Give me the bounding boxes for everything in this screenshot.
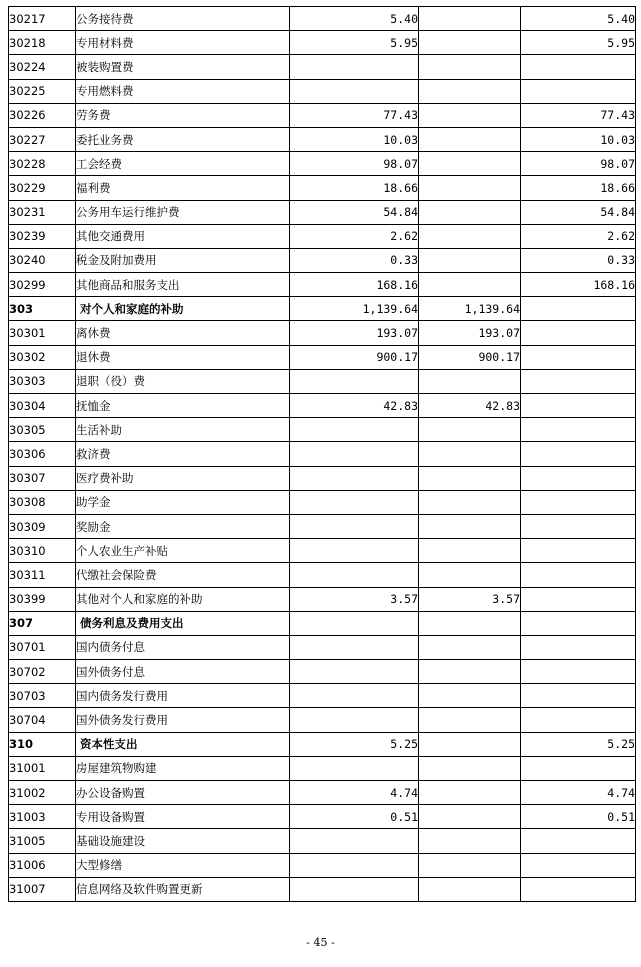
table-row <box>9 732 636 756</box>
table-row <box>9 805 636 829</box>
total-cell: 0.51 <box>290 805 419 829</box>
basic-cell <box>419 732 521 756</box>
name-cell: 债务利息及费用支出 <box>76 611 290 635</box>
project-cell <box>521 345 636 369</box>
code-cell: 30704 <box>9 708 76 732</box>
total-cell <box>290 442 419 466</box>
table-row <box>9 563 636 587</box>
name-cell: 公务接待费 <box>76 7 290 31</box>
table-row <box>9 127 636 151</box>
basic-cell <box>419 200 521 224</box>
table-row <box>9 224 636 248</box>
table-row <box>9 345 636 369</box>
name-cell: 个人农业生产补贴 <box>76 539 290 563</box>
table-row <box>9 273 636 297</box>
table-row <box>9 103 636 127</box>
total-cell: 4.74 <box>290 781 419 805</box>
code-cell: 30299 <box>9 273 76 297</box>
name-cell: 助学金 <box>76 490 290 514</box>
project-cell <box>521 394 636 418</box>
total-cell: 10.03 <box>290 127 419 151</box>
code-cell: 31007 <box>9 877 76 901</box>
basic-cell <box>419 7 521 31</box>
basic-cell <box>419 684 521 708</box>
basic-cell: 42.83 <box>419 394 521 418</box>
total-cell <box>290 611 419 635</box>
table-row <box>9 756 636 780</box>
name-cell: 医疗费补助 <box>76 466 290 490</box>
name-cell: 福利费 <box>76 176 290 200</box>
total-cell: 18.66 <box>290 176 419 200</box>
basic-cell <box>419 273 521 297</box>
basic-cell <box>419 514 521 538</box>
name-cell: 国外债务发行费用 <box>76 708 290 732</box>
basic-cell <box>419 31 521 55</box>
project-cell <box>521 708 636 732</box>
table-row <box>9 297 636 321</box>
name-cell: 专用燃料费 <box>76 79 290 103</box>
project-cell <box>521 853 636 877</box>
total-cell <box>290 708 419 732</box>
code-cell: 30301 <box>9 321 76 345</box>
code-cell: 30701 <box>9 635 76 659</box>
expenditure-table <box>8 6 636 902</box>
name-cell: 专用材料费 <box>76 31 290 55</box>
project-cell <box>521 297 636 321</box>
code-cell: 30399 <box>9 587 76 611</box>
basic-cell <box>419 248 521 272</box>
total-cell <box>290 684 419 708</box>
name-cell: 被装购置费 <box>76 55 290 79</box>
code-cell: 31006 <box>9 853 76 877</box>
total-cell <box>290 79 419 103</box>
name-cell: 救济费 <box>76 442 290 466</box>
basic-cell <box>419 442 521 466</box>
project-cell: 98.07 <box>521 152 636 176</box>
code-cell: 30227 <box>9 127 76 151</box>
project-cell: 77.43 <box>521 103 636 127</box>
basic-cell <box>419 781 521 805</box>
table-row <box>9 829 636 853</box>
project-cell: 18.66 <box>521 176 636 200</box>
basic-cell <box>419 103 521 127</box>
total-cell <box>290 466 419 490</box>
total-cell: 1,139.64 <box>290 297 419 321</box>
code-cell: 30240 <box>9 248 76 272</box>
table-row <box>9 369 636 393</box>
code-cell: 30703 <box>9 684 76 708</box>
name-cell: 国内债务发行费用 <box>76 684 290 708</box>
total-cell <box>290 490 419 514</box>
project-cell <box>521 756 636 780</box>
table-row <box>9 248 636 272</box>
project-cell <box>521 660 636 684</box>
total-cell: 42.83 <box>290 394 419 418</box>
total-cell <box>290 539 419 563</box>
table-row <box>9 514 636 538</box>
code-cell: 30239 <box>9 224 76 248</box>
project-cell <box>521 684 636 708</box>
name-cell: 生活补助 <box>76 418 290 442</box>
name-cell: 退休费 <box>76 345 290 369</box>
code-cell: 30308 <box>9 490 76 514</box>
name-cell: 基础设施建设 <box>76 829 290 853</box>
code-cell: 30225 <box>9 79 76 103</box>
table-row <box>9 781 636 805</box>
total-cell <box>290 55 419 79</box>
name-cell: 其他对个人和家庭的补助 <box>76 587 290 611</box>
code-cell: 30218 <box>9 31 76 55</box>
total-cell: 193.07 <box>290 321 419 345</box>
basic-cell <box>419 708 521 732</box>
name-cell: 对个人和家庭的补助 <box>76 297 290 321</box>
table-row <box>9 79 636 103</box>
total-cell <box>290 829 419 853</box>
table-row <box>9 418 636 442</box>
code-cell: 30310 <box>9 539 76 563</box>
code-cell: 30226 <box>9 103 76 127</box>
code-cell: 30217 <box>9 7 76 31</box>
table-row <box>9 587 636 611</box>
basic-cell <box>419 853 521 877</box>
total-cell: 5.95 <box>290 31 419 55</box>
code-cell: 30702 <box>9 660 76 684</box>
basic-cell <box>419 635 521 659</box>
basic-cell <box>419 418 521 442</box>
basic-cell <box>419 563 521 587</box>
total-cell: 2.62 <box>290 224 419 248</box>
basic-cell <box>419 805 521 829</box>
basic-cell: 3.57 <box>419 587 521 611</box>
project-cell: 5.95 <box>521 31 636 55</box>
code-cell: 30231 <box>9 200 76 224</box>
table-row <box>9 55 636 79</box>
basic-cell <box>419 55 521 79</box>
table-row <box>9 490 636 514</box>
name-cell: 工会经费 <box>76 152 290 176</box>
table-row <box>9 394 636 418</box>
project-cell <box>521 539 636 563</box>
code-cell: 30228 <box>9 152 76 176</box>
table-row <box>9 611 636 635</box>
name-cell: 资本性支出 <box>76 732 290 756</box>
table-row <box>9 466 636 490</box>
total-cell <box>290 563 419 587</box>
project-cell <box>521 514 636 538</box>
name-cell: 其他交通费用 <box>76 224 290 248</box>
name-cell: 离休费 <box>76 321 290 345</box>
table-row <box>9 708 636 732</box>
code-cell: 30303 <box>9 369 76 393</box>
total-cell: 98.07 <box>290 152 419 176</box>
project-cell: 5.25 <box>521 732 636 756</box>
project-cell <box>521 829 636 853</box>
code-cell: 31003 <box>9 805 76 829</box>
basic-cell <box>419 877 521 901</box>
total-cell: 3.57 <box>290 587 419 611</box>
project-cell: 10.03 <box>521 127 636 151</box>
name-cell: 国内债务付息 <box>76 635 290 659</box>
table-row <box>9 660 636 684</box>
code-cell: 30307 <box>9 466 76 490</box>
basic-cell: 1,139.64 <box>419 297 521 321</box>
total-cell: 5.40 <box>290 7 419 31</box>
code-cell: 303 <box>9 297 76 321</box>
project-cell <box>521 490 636 514</box>
total-cell: 0.33 <box>290 248 419 272</box>
project-cell <box>521 418 636 442</box>
table-row <box>9 684 636 708</box>
table-row <box>9 200 636 224</box>
basic-cell <box>419 829 521 853</box>
name-cell: 国外债务付息 <box>76 660 290 684</box>
code-cell: 30304 <box>9 394 76 418</box>
project-cell <box>521 877 636 901</box>
name-cell: 退职（役）费 <box>76 369 290 393</box>
project-cell: 0.33 <box>521 248 636 272</box>
code-cell: 31005 <box>9 829 76 853</box>
project-cell <box>521 79 636 103</box>
code-cell: 30224 <box>9 55 76 79</box>
code-cell: 30302 <box>9 345 76 369</box>
project-cell <box>521 442 636 466</box>
code-cell: 30305 <box>9 418 76 442</box>
project-cell <box>521 466 636 490</box>
basic-cell <box>419 660 521 684</box>
project-cell: 2.62 <box>521 224 636 248</box>
name-cell: 公务用车运行维护费 <box>76 200 290 224</box>
basic-cell <box>419 539 521 563</box>
total-cell <box>290 514 419 538</box>
code-cell: 307 <box>9 611 76 635</box>
name-cell: 办公设备购置 <box>76 781 290 805</box>
name-cell: 奖励金 <box>76 514 290 538</box>
name-cell: 专用设备购置 <box>76 805 290 829</box>
basic-cell <box>419 466 521 490</box>
table-row <box>9 539 636 563</box>
name-cell: 委托业务费 <box>76 127 290 151</box>
table-row <box>9 877 636 901</box>
name-cell: 其他商品和服务支出 <box>76 273 290 297</box>
total-cell <box>290 853 419 877</box>
total-cell: 77.43 <box>290 103 419 127</box>
name-cell: 代缴社会保险费 <box>76 563 290 587</box>
name-cell: 大型修缮 <box>76 853 290 877</box>
table-row <box>9 635 636 659</box>
total-cell <box>290 418 419 442</box>
code-cell: 30306 <box>9 442 76 466</box>
basic-cell <box>419 152 521 176</box>
code-cell: 30311 <box>9 563 76 587</box>
table-row <box>9 176 636 200</box>
project-cell <box>521 55 636 79</box>
project-cell: 168.16 <box>521 273 636 297</box>
page-number: - 45 - <box>306 936 335 949</box>
name-cell: 劳务费 <box>76 103 290 127</box>
table-row <box>9 321 636 345</box>
basic-cell <box>419 756 521 780</box>
table-row <box>9 31 636 55</box>
project-cell: 0.51 <box>521 805 636 829</box>
basic-cell <box>419 176 521 200</box>
total-cell: 5.25 <box>290 732 419 756</box>
table-row <box>9 853 636 877</box>
project-cell <box>521 611 636 635</box>
project-cell: 5.40 <box>521 7 636 31</box>
total-cell <box>290 660 419 684</box>
project-cell <box>521 563 636 587</box>
total-cell <box>290 369 419 393</box>
code-cell: 310 <box>9 732 76 756</box>
table-body <box>9 7 636 902</box>
table-row <box>9 442 636 466</box>
total-cell: 54.84 <box>290 200 419 224</box>
project-cell <box>521 635 636 659</box>
basic-cell: 193.07 <box>419 321 521 345</box>
code-cell: 31002 <box>9 781 76 805</box>
table-row <box>9 152 636 176</box>
total-cell <box>290 877 419 901</box>
basic-cell <box>419 224 521 248</box>
total-cell <box>290 756 419 780</box>
project-cell <box>521 587 636 611</box>
code-cell: 31001 <box>9 756 76 780</box>
project-cell: 54.84 <box>521 200 636 224</box>
code-cell: 30309 <box>9 514 76 538</box>
basic-cell <box>419 369 521 393</box>
basic-cell <box>419 611 521 635</box>
basic-cell <box>419 490 521 514</box>
basic-cell: 900.17 <box>419 345 521 369</box>
name-cell: 抚恤金 <box>76 394 290 418</box>
total-cell: 900.17 <box>290 345 419 369</box>
name-cell: 房屋建筑物购建 <box>76 756 290 780</box>
total-cell: 168.16 <box>290 273 419 297</box>
name-cell: 税金及附加费用 <box>76 248 290 272</box>
basic-cell <box>419 79 521 103</box>
project-cell: 4.74 <box>521 781 636 805</box>
project-cell <box>521 369 636 393</box>
table-row <box>9 7 636 31</box>
project-cell <box>521 321 636 345</box>
code-cell: 30229 <box>9 176 76 200</box>
basic-cell <box>419 127 521 151</box>
total-cell <box>290 635 419 659</box>
name-cell: 信息网络及软件购置更新 <box>76 877 290 901</box>
